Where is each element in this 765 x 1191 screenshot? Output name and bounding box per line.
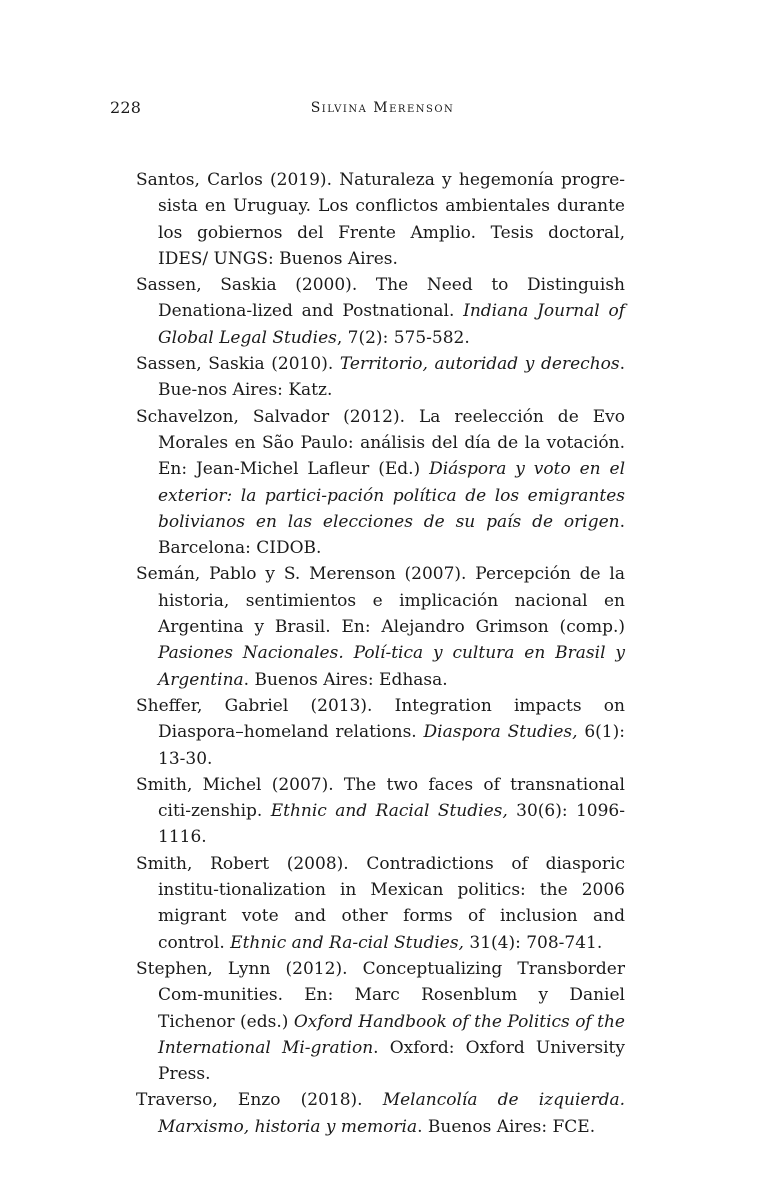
reference-title-italic: Melancolía de izquierda. Marxismo, historia y memoria <box>158 1090 625 1137</box>
reference-list <box>136 167 625 1140</box>
page-number: 228 <box>110 98 142 117</box>
reference-entry-sassen-2010 <box>136 351 625 404</box>
reference-text: Traverso, Enzo (2018). <box>136 1090 383 1111</box>
reference-text: Sassen, Saskia (2010). <box>136 354 340 375</box>
reference-text: Semán, Pablo y S. Merenson (2007). Percepción de la historia, sentimientos e implicación nacional en Argentina y Brasil. En: Alejandro Grimson (comp.) <box>136 564 625 638</box>
reference-title-italic: Oxford Handbook of the Politics of the International Mi-gration <box>158 1011 625 1058</box>
reference-text: Stephen, Lynn (2012). Conceptualizing Transborder Com-munities. En: Marc Rosenblum y Daniel Tichenor (eds.) <box>136 958 625 1032</box>
reference-title-italic: Indiana Journal of Global Legal Studies <box>158 301 626 348</box>
reference-text: Schavelzon, Salvador (2012). La reelección de Evo Morales en São Paulo: análisis del día de la votación. En: Jean-Michel Lafleur (Ed.) <box>136 406 625 480</box>
reference-text: Smith, Michel (2007). The two faces of transnational citi-zenship. <box>136 774 625 822</box>
reference-text: Smith, Robert (2008). Contradictions of diasporic institu-tionalization in Mexican politics: the 2006 migrant vote and other forms of inclusion and control. <box>136 853 625 953</box>
reference-title-italic: Diaspora Studies, <box>423 722 578 743</box>
reference-title-italic: Ethnic and Ra-cial Studies, <box>230 932 464 953</box>
reference-title-italic: Territorio, autoridad y derechos <box>339 354 620 375</box>
reference-title-italic: Pasiones Nacionales. Polí-tica y cultura en Brasil y Argentina <box>158 643 625 690</box>
reference-entry-seman-2007 <box>136 561 625 692</box>
reference-entry-sheffer-2013 <box>136 693 625 772</box>
reference-text: Sassen, Saskia (2000). The Need to Distinguish Denationa-lized and Postnational. <box>136 275 625 322</box>
reference-title-italic: Diáspora y voto en el exterior: la partici-pación política de los emigrantes bolivianos en las elecciones de su país de origen <box>158 459 626 532</box>
reference-entry-stephen-2012 <box>136 956 625 1087</box>
reference-text: 30(6): 1096-1116. <box>158 801 625 848</box>
reference-text: . Buenos Aires: Edhasa. <box>243 669 448 690</box>
reference-entry-smith-2008 <box>136 851 625 956</box>
running-head-author: Silvina Merenson <box>310 100 455 116</box>
reference-text: Sheffer, Gabriel (2013). Integration impacts on Diaspora–homeland relations. <box>136 695 625 743</box>
reference-text: . Bue-nos Aires: Katz. <box>158 354 626 401</box>
reference-text: . Barcelona: CIDOB. <box>158 511 625 559</box>
reference-text: Santos, Carlos (2019). Naturaleza y hegemonía progre-sista en Uruguay. Los conflictos ambientales durante los gobiernos del Frente Amplio. Tesis doctoral, IDES/ UNGS: Buenos Aires. <box>136 170 625 269</box>
reference-entry-sassen-2000 <box>136 272 625 351</box>
reference-text: . Oxford: Oxford University Press. <box>158 1037 625 1085</box>
reference-entry-santos-2019 <box>136 167 625 272</box>
reference-text: 6(1): 13-30. <box>158 722 625 769</box>
reference-entry-schavelzon-2012 <box>136 404 625 562</box>
reference-entry-traverso-2018 <box>136 1087 625 1140</box>
reference-entry-smith-2007 <box>136 772 625 851</box>
reference-text: , 7(2): 575-582. <box>336 327 470 348</box>
reference-text: 31(4): 708-741. <box>463 932 603 953</box>
reference-text: . Buenos Aires: FCE. <box>417 1116 596 1137</box>
reference-title-italic: Ethnic and Racial Studies, <box>270 801 508 822</box>
